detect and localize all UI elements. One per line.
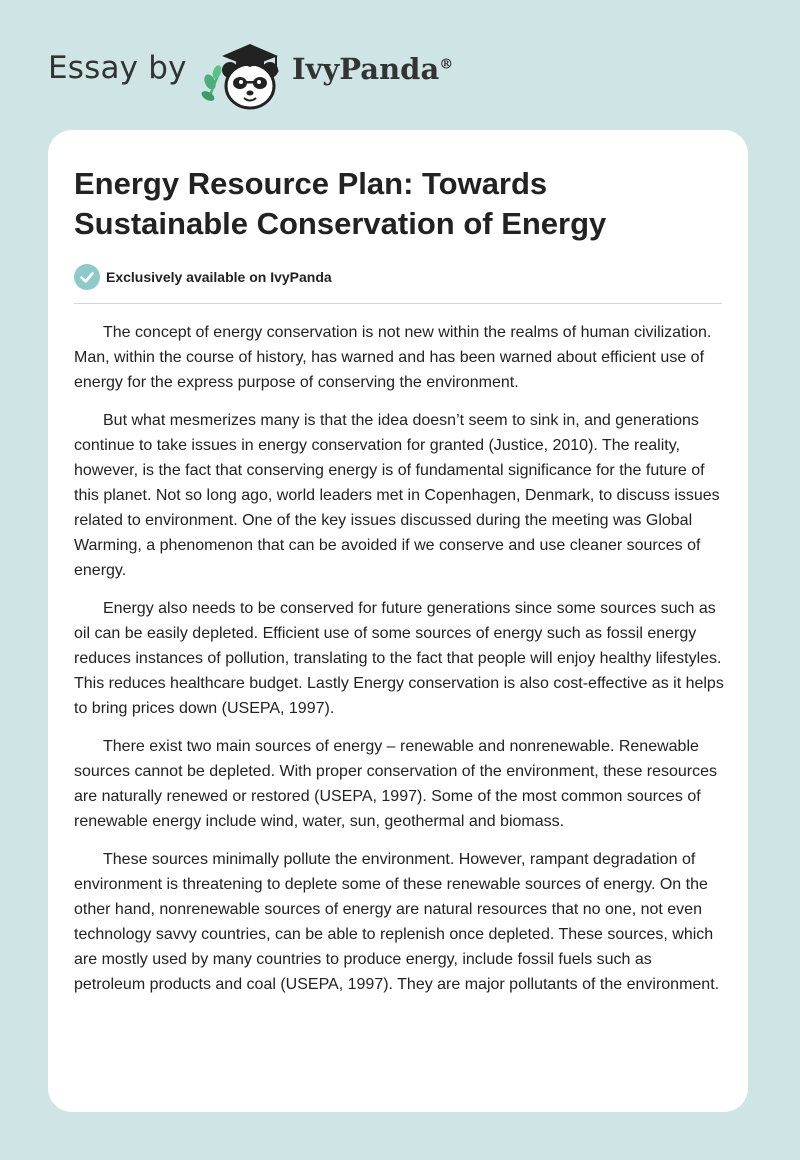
paragraph: There exist two main sources of energy – renewable and nonrenewable. Renewable sources cannot be depleted. With proper conservation of the environment, these resources are naturally renewed or restored (USEPA, 1997). Some of the most common sources of renewable energy include wind, water, sun, geothermal and biomass. — [74, 738, 718, 830]
brand-name-text: IvyPanda — [292, 52, 440, 86]
paragraph: But what mesmerizes many is that the idea doesn’t seem to sink in, and generations continue to take issues in energy conservation for granted (Justice, 2010). The reality, however, is the fact that conserving energy is of fundamental significance for the future of this planet. Not so long ago, world leaders met in Copenhagen, Denmark, to discuss issues related to environment. One of the key issues discussed during the meeting was Global Warming, a phenomenon that can be avoided if we conserve and use cleaner sources of energy. — [74, 412, 720, 579]
panda-logo-icon[interactable] — [200, 36, 292, 112]
panda-logo-graphic — [200, 36, 292, 112]
brand-header — [48, 36, 468, 112]
exclusive-badge-label: Exclusively available on IvyPanda — [106, 269, 332, 285]
essay-title: Energy Resource Plan: Towards Sustainable Conservation of Energy — [74, 166, 607, 241]
essay-card — [48, 130, 748, 1112]
paragraph: Energy also needs to be conserved for future generations since some sources such as oil can be easily depleted. Efficient use of some sources of energy such as fossil energy reduces instances of pollution, translating to the fact that people will enjoy healthy lifestyles. This reduces healthcare budget. Lastly Energy conservation is also cost-effective as it helps to bring prices down (USEPA, 1997). — [74, 600, 724, 717]
paragraph: These sources minimally pollute the environment. However, rampant degradation of environment is threatening to deplete some of these renewable sources of energy. On the other hand, nonrenewable sources of energy are natural resources that no one, not even technology savvy countries, can be able to replenish once depleted. These sources, which are mostly used by many countries to produce energy, include fossil fuels such as petroleum products and coal (USEPA, 1997). They are major pollutants of the environment. — [74, 851, 720, 993]
brand-prefix: Essay by — [48, 50, 187, 86]
title-divider — [74, 303, 722, 304]
paragraph: The concept of energy conservation is not new within the realms of human civilization. Man, within the course of history, has warned and has been warned about efficient use of energy for the express purpose of conserving the environment. — [74, 324, 712, 391]
registered-mark: ® — [439, 56, 454, 73]
exclusive-badge — [74, 264, 332, 290]
brand-name[interactable] — [292, 52, 453, 86]
essay-body — [74, 320, 724, 1010]
check-circle-icon — [74, 264, 100, 290]
